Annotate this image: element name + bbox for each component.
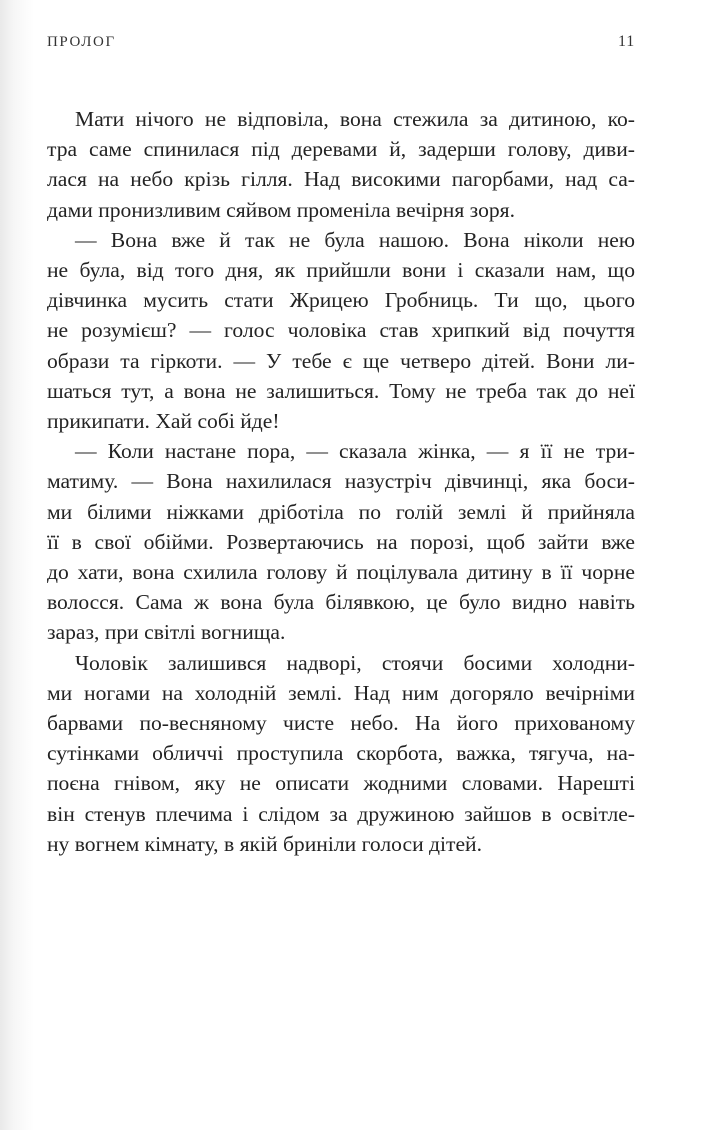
text-line: до хати, вона схилила голову й поцілувала дитину в її чорне (47, 560, 635, 585)
text-line: — Коли настане пора, — сказала жінка, — я її не три- (75, 439, 635, 464)
text-line: Чоловік залишився надворі, стоячи босими холодни- (75, 650, 635, 675)
text-line: образи та гіркоти. — У тебе є ще четверо дітей. Вони ли- (47, 348, 635, 373)
text-line: її в свої обійми. Розвертаючись на порозі, щоб зайти вже (47, 529, 635, 554)
text-line: тра саме спинилася під деревами й, задерши голову, диви- (47, 137, 635, 162)
text-line: дами пронизливим сяйвом променіла вечірня зоря. (47, 197, 515, 222)
text-line: дівчинка мусить стати Жрицею Гробниць. Ти що, цього (47, 288, 635, 313)
text-line: лася на небо крізь гілля. Над високими пагорбами, над са- (47, 167, 635, 192)
page-number: 11 (617, 33, 635, 50)
body-text (47, 104, 635, 859)
paragraph (47, 436, 635, 647)
text-line: Мати нічого не відповіла, вона стежила за дитиною, ко- (75, 107, 635, 131)
text-line: — Вона вже й так не була нашою. Вона ніколи нею (75, 227, 635, 252)
page-header (47, 33, 635, 55)
text-line: прикипати. Хай собі йде! (47, 409, 280, 434)
text-line: волосся. Сама ж вона була білявкою, це було видно навіть (47, 590, 635, 615)
running-head: ПРОЛОГ (47, 34, 116, 50)
paragraph (47, 104, 635, 225)
text-line: не розумієш? — голос чоловіка став хрипкий від почуття (47, 318, 635, 343)
paragraph (47, 225, 635, 436)
text-line: матиму. — Вона нахилилася назустріч дівчинці, яка боси- (47, 469, 635, 494)
paragraph (47, 648, 635, 859)
text-line: ми ногами на холодній землі. Над ним догоряло вечірніми (47, 680, 635, 705)
text-line: поєна гнівом, яку не описати жодними словами. Нарешті (47, 771, 635, 796)
text-line: він стенув плечима і слідом за дружиною зайшов в освітле- (47, 801, 635, 826)
text-line: не була, від того дня, як прийшли вони і сказали нам, що (47, 258, 635, 283)
text-line: ну вогнем кімнату, в якій бриніли голоси дітей. (47, 831, 483, 856)
text-line: барвами по-весняному чисте небо. На його прихованому (47, 711, 635, 736)
text-line: зараз, при світлі вогнища. (47, 620, 286, 645)
text-line: шаться тут, а вона не залишиться. Тому не треба так до неї (47, 378, 635, 403)
text-line: ми білими ніжками дріботіла по голій землі й прийняла (47, 499, 635, 524)
text-line: сутінками обличчі проступила скорбота, важка, тягуча, на- (47, 741, 635, 766)
